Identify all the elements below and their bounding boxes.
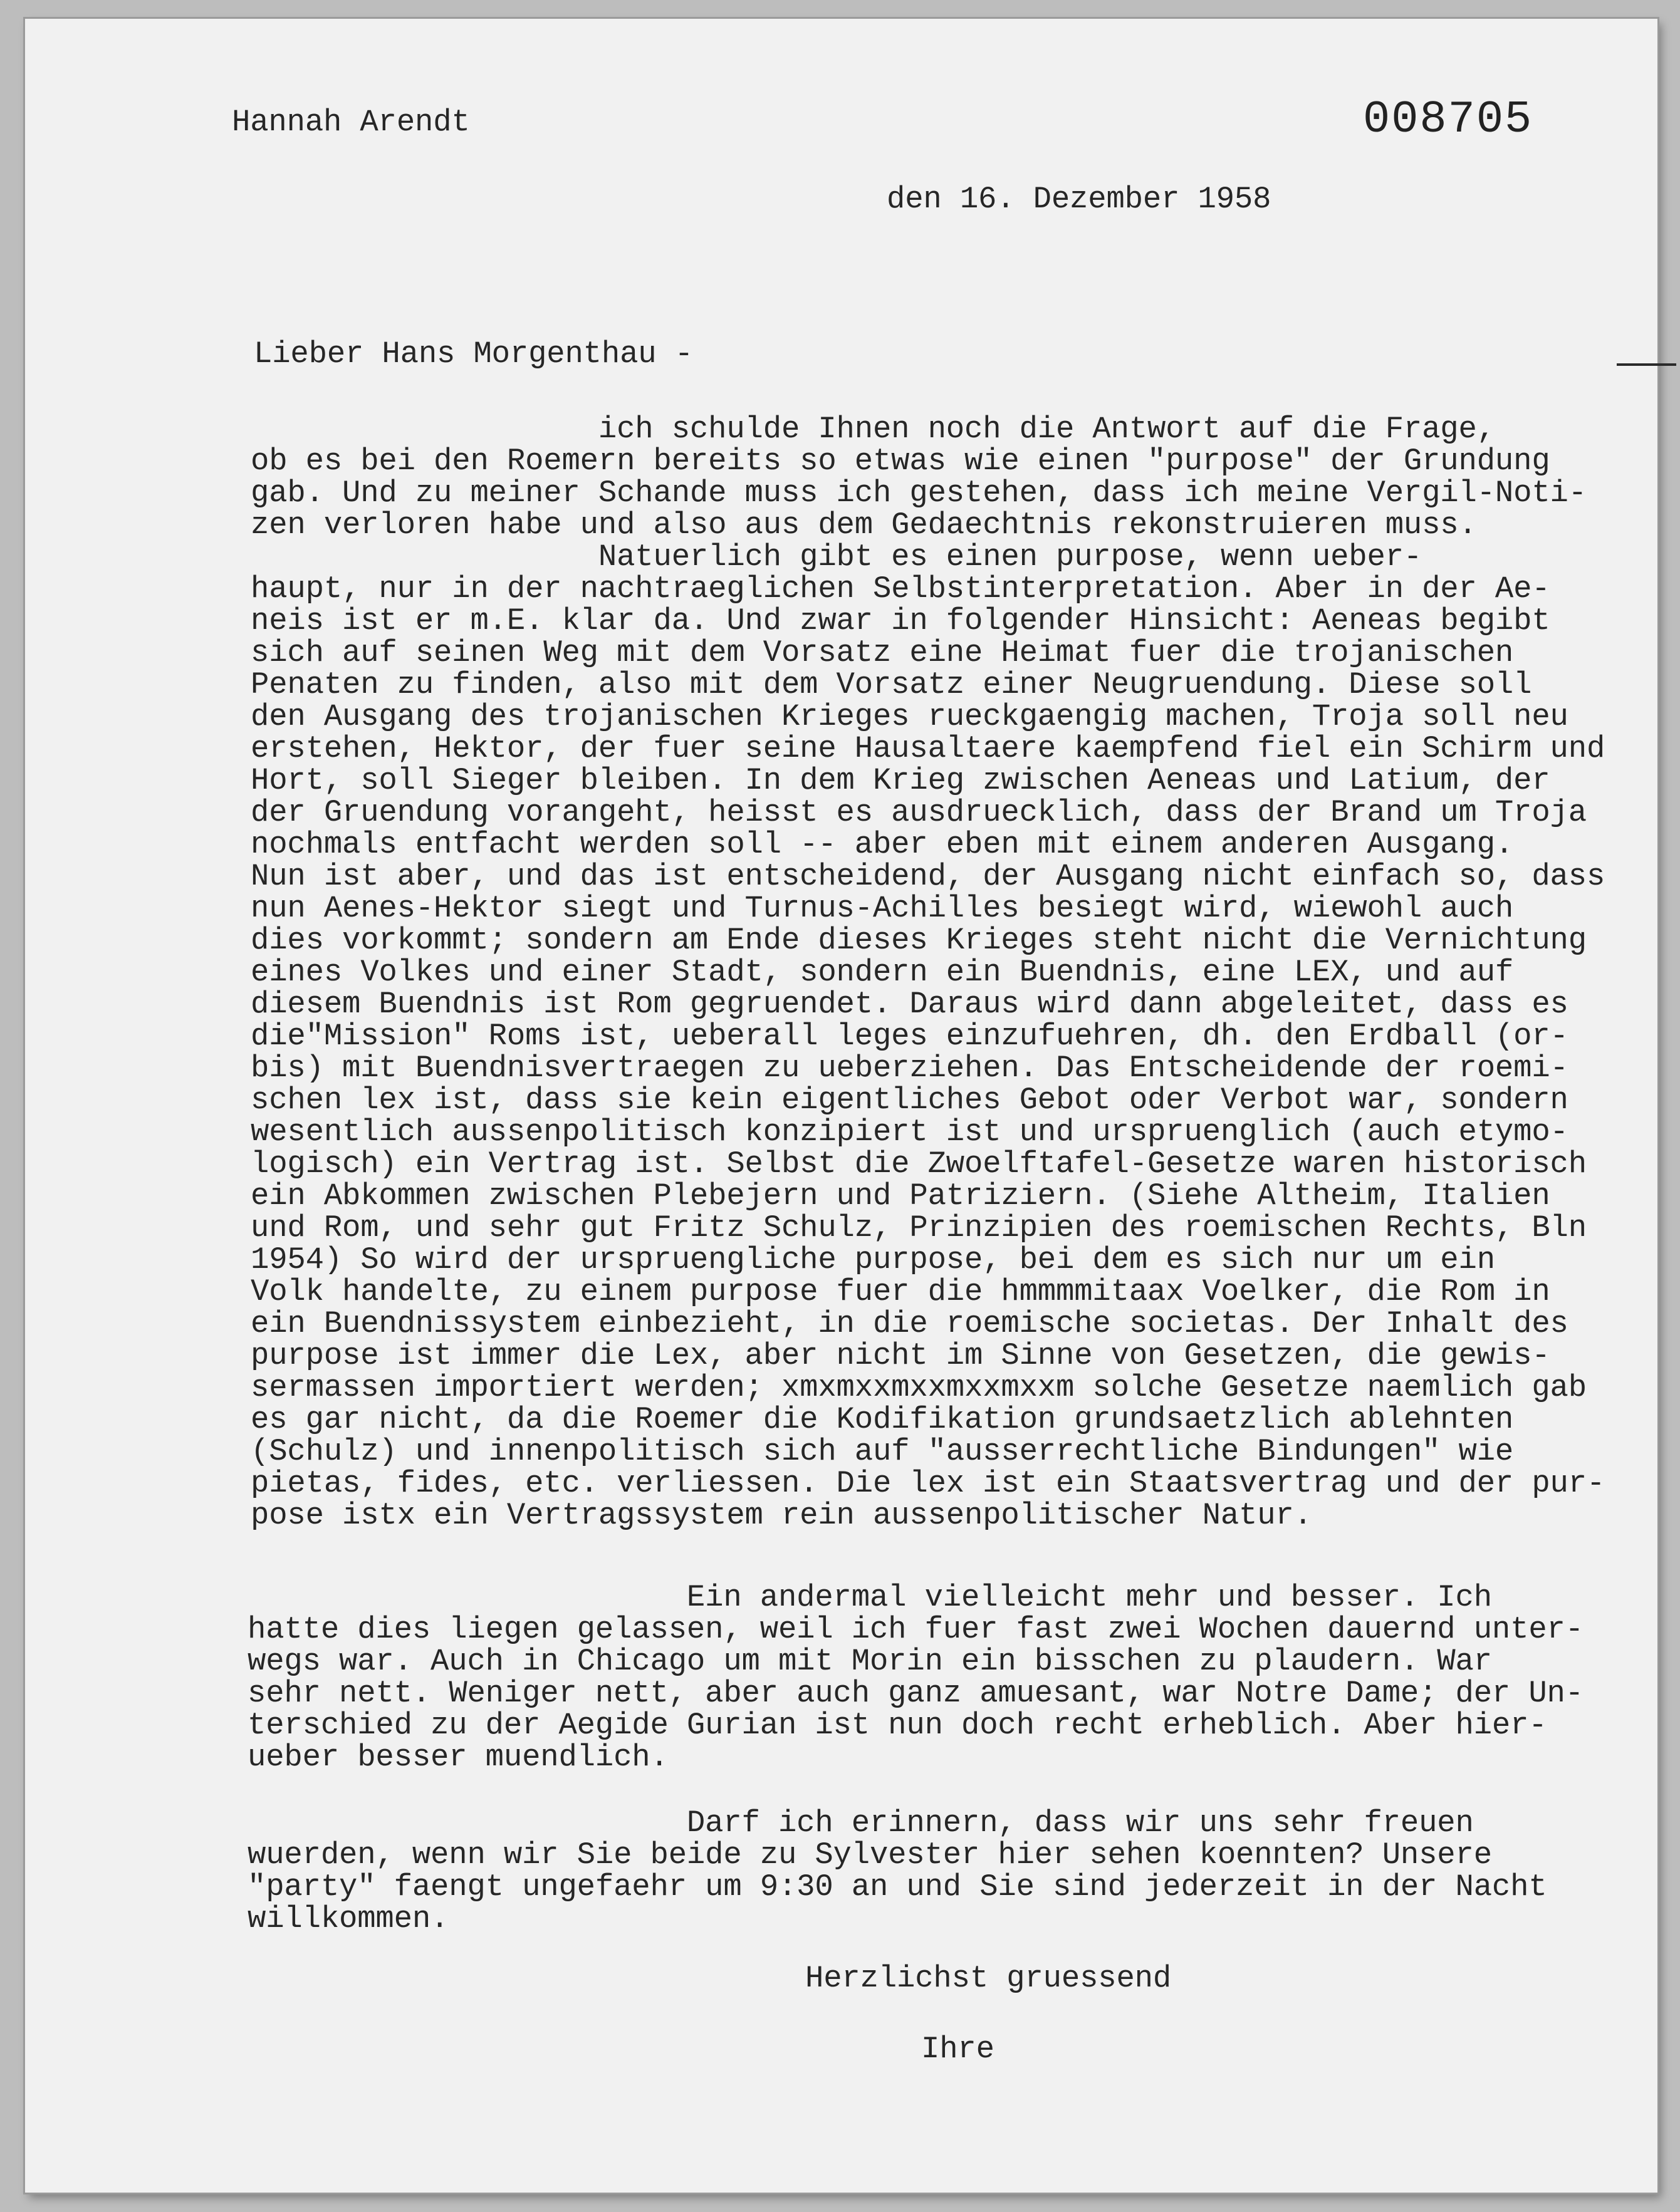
letter-page xyxy=(25,19,1657,2193)
archive-number-stamp: 008705 xyxy=(1363,94,1533,145)
salutation: Lieber Hans Morgenthau - xyxy=(254,336,693,371)
signoff: Ihre xyxy=(921,2032,994,2067)
body-paragraph-3: Darf ich erinnern, dass wir uns sehr freuen wuerden, wenn wir Sie beide zu Sylvester hier sehen koennten? Unsere "party" faengt ungefaehr um 9:30 an und Sie sind jederzeit in der Nacht willkommen. xyxy=(248,1805,1547,1936)
closing-line: Herzlichst gruessend xyxy=(805,1961,1172,1996)
body-paragraph-2: Ein andermal vielleicht mehr und besser. Ich hatte dies liegen gelassen, weil ich fuer fast zwei Wochen dauernd unter- wegs war. Auch in Chicago um mit Morin ein bisschen zu plaudern. War sehr nett. Weniger nett, aber auch ganz amuesant, war Notre Dame; der Un- terschied zu der Aegide Gurian ist nun doch recht erheblich. Aber hier- ueber besser muendlich. xyxy=(248,1580,1583,1775)
letter-date: den 16. Dezember 1958 xyxy=(887,182,1271,217)
margin-mark xyxy=(1617,363,1676,366)
body-paragraph-1: ich schulde Ihnen noch die Antwort auf die Frage, ob es bei den Roemern bereits so etwas wie einen "purpose" der Grundung gab. Und zu meiner Schande muss ich gestehen, dass ich meine Vergil-Noti- zen verloren habe und also aus dem Gedaechtnis rekonstruieren muss. Natuerlich gibt es einen purpose, wenn ueber- haupt, nur in der nachtraeglichen Selbstinterpretation. Aber in der Ae- neis ist er m.E. klar da. Und zwar in folgender Hinsicht: Aeneas begibt sich auf seinen Weg mit dem Vorsatz eine Heimat fuer die trojanischen Penaten zu finden, also mit dem Vorsatz einer Neugruendung. Diese soll den Ausgang des trojanischen Krieges rueckgaengig machen, Troja soll neu erstehen, Hektor, der fuer seine Hausaltaere kaempfend fiel ein Schirm und Hort, soll Sieger bleiben. In dem Krieg zwischen Aeneas und Latium, der der Gruendung vorangeht, heisst es ausdruecklich, dass der Brand um Troja nochmals entfacht werden soll -- aber eben mit einem anderen Ausgang. Nun ist aber, und das ist entscheidend, der Ausgang nicht einfach so, dass nun Aenes-Hektor siegt und Turnus-Achilles besiegt wird, wiewohl auch dies vorkommt; sondern am Ende dieses Krieges steht nicht die Vernichtung eines Volkes und einer Stadt, sondern ein Buendnis, eine LEX, und auf diesem Buendnis ist Rom gegruendet. Daraus wird dann abgeleitet, dass es die"Mission" Roms ist, ueberall leges einzufuehren, dh. den Erdball (or- bis) mit Buendnisvertraegen zu ueberziehen. Das Entscheidende der roemi- schen lex ist, dass sie kein eigentliches Gebot oder Verbot war, sondern wesentlich aussenpolitisch konzipiert ist und urspruenglich (auch etymo- logisch) ein Vertrag ist. Selbst die Zwoelftafel-Gesetze waren historisch ein Abkommen zwischen Plebejern und Patriziern. (Siehe Altheim, Italien und Rom, und sehr gut Fritz Schulz, Prinzipien des roemischen Rechts, Bln 1954) So wird der urspruengliche purpose, bei dem es sich nur um ein Volk handelte, zu einem purpose fuer die hmmmmitaax Voelker, die Rom in ein Buendnissystem einbezieht, in die roemische societas. Der Inhalt des purpose ist immer die Lex, aber nicht im Sinne von Gesetzen, die gewis- sermassen importiert werden; xmxmxxmxxmxxmxxm solche Gesetze naemlich gab es gar nicht, da die Roemer die Kodifikation grundsaetzlich ablehnten (Schulz) und innenpolitisch sich auf "ausserrechtliche Bindungen" wie pietas, fides, etc. verliessen. Die lex ist ein Staatsvertrag und der pur- pose istx ein Vertragssystem rein aussenpolitischer Natur. xyxy=(251,412,1605,1533)
letterhead-author: Hannah Arendt xyxy=(232,105,470,140)
